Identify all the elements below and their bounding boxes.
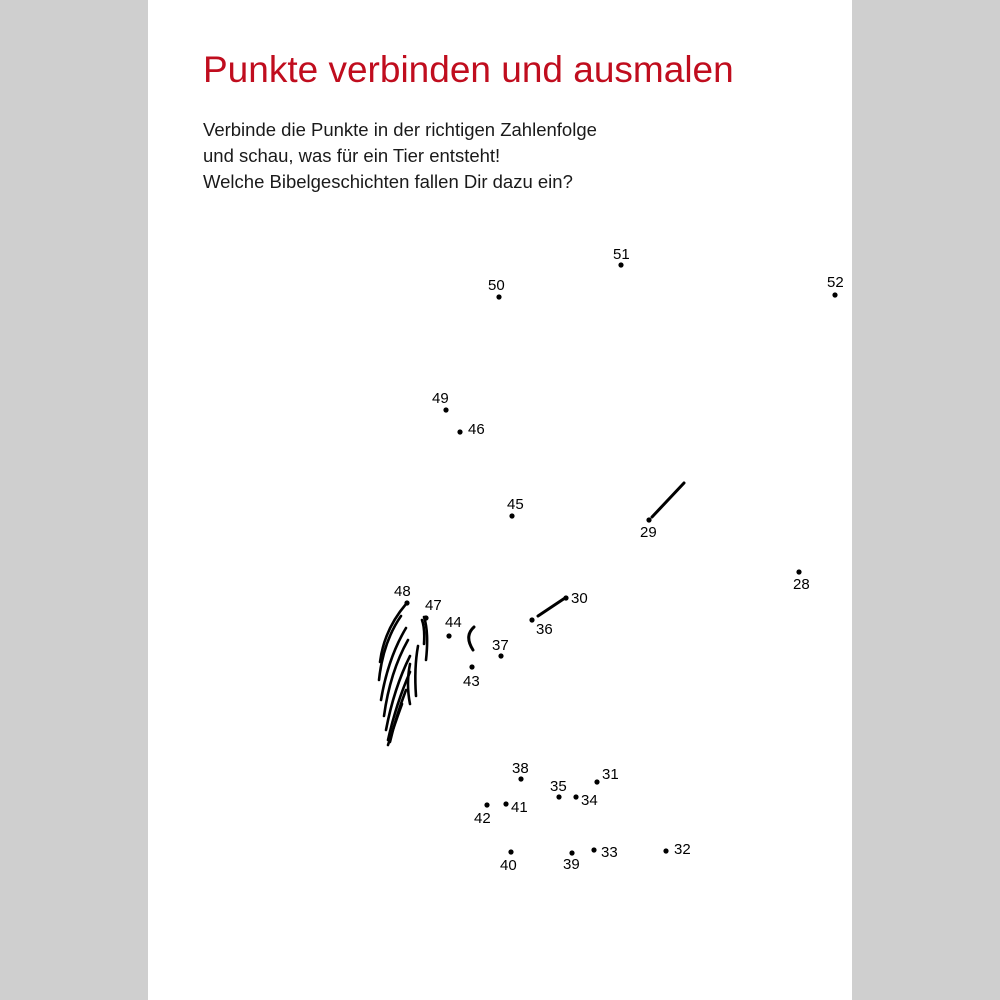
dot-50 (488, 277, 505, 300)
dot-38 (512, 760, 529, 782)
dot-36 (529, 617, 552, 638)
svg-text:32: 32 (674, 841, 691, 858)
svg-text:34: 34 (581, 792, 598, 809)
svg-text:42: 42 (474, 810, 491, 827)
dot-40 (500, 849, 517, 874)
dot-41 (503, 799, 527, 816)
dot-52 (827, 274, 844, 298)
svg-text:33: 33 (601, 844, 618, 861)
dot-44 (445, 614, 462, 639)
dot-group (394, 246, 844, 874)
dot-47 (423, 597, 441, 621)
chin-stroke (538, 598, 565, 616)
svg-text:47: 47 (425, 597, 442, 614)
dot-to-dot-drawing (148, 0, 852, 1000)
dot-48 (394, 583, 411, 606)
mane-strokes (379, 604, 427, 745)
svg-text:30: 30 (571, 590, 588, 607)
svg-text:43: 43 (463, 673, 480, 690)
svg-text:49: 49 (432, 390, 449, 407)
dot-45 (507, 496, 524, 519)
dot-43 (463, 664, 480, 690)
worksheet-page (148, 0, 852, 1000)
page-title: Punkte verbinden und ausmalen (203, 49, 734, 90)
svg-text:45: 45 (507, 496, 524, 513)
dot-30 (563, 590, 587, 607)
svg-text:52: 52 (827, 274, 844, 291)
svg-text:36: 36 (536, 621, 553, 638)
svg-text:48: 48 (394, 583, 411, 600)
dot-35 (550, 778, 567, 800)
instruction-line: und schau, was für ein Tier entsteht! (203, 145, 501, 166)
dot-33 (591, 844, 617, 861)
svg-text:41: 41 (511, 799, 528, 816)
svg-text:46: 46 (468, 421, 485, 438)
dot-34 (573, 792, 597, 809)
svg-text:31: 31 (602, 766, 619, 783)
dot-28 (793, 569, 810, 593)
dot-29 (640, 517, 657, 541)
dot-37 (492, 637, 509, 659)
neck-stroke (652, 483, 684, 517)
svg-text:28: 28 (793, 576, 810, 593)
svg-text:51: 51 (613, 246, 630, 263)
svg-text:44: 44 (445, 614, 462, 631)
svg-text:29: 29 (640, 524, 657, 541)
dot-31 (594, 766, 618, 785)
svg-text:39: 39 (563, 856, 580, 873)
svg-text:38: 38 (512, 760, 529, 777)
instruction-line: Verbinde die Punkte in der richtigen Zahlenfolge (203, 119, 597, 140)
svg-text:35: 35 (550, 778, 567, 795)
dot-49 (432, 390, 449, 413)
svg-text:40: 40 (500, 857, 517, 874)
dot-42 (474, 802, 491, 827)
dot-46 (457, 421, 484, 438)
svg-text:37: 37 (492, 637, 509, 654)
drawn-strokes (379, 483, 684, 745)
instruction-line: Welche Bibelgeschichten fallen Dir dazu ein? (203, 171, 573, 192)
ear-curve (469, 627, 474, 650)
svg-text:50: 50 (488, 277, 505, 294)
dot-39 (563, 850, 580, 873)
dot-51 (613, 246, 630, 268)
dot-32 (663, 841, 690, 858)
